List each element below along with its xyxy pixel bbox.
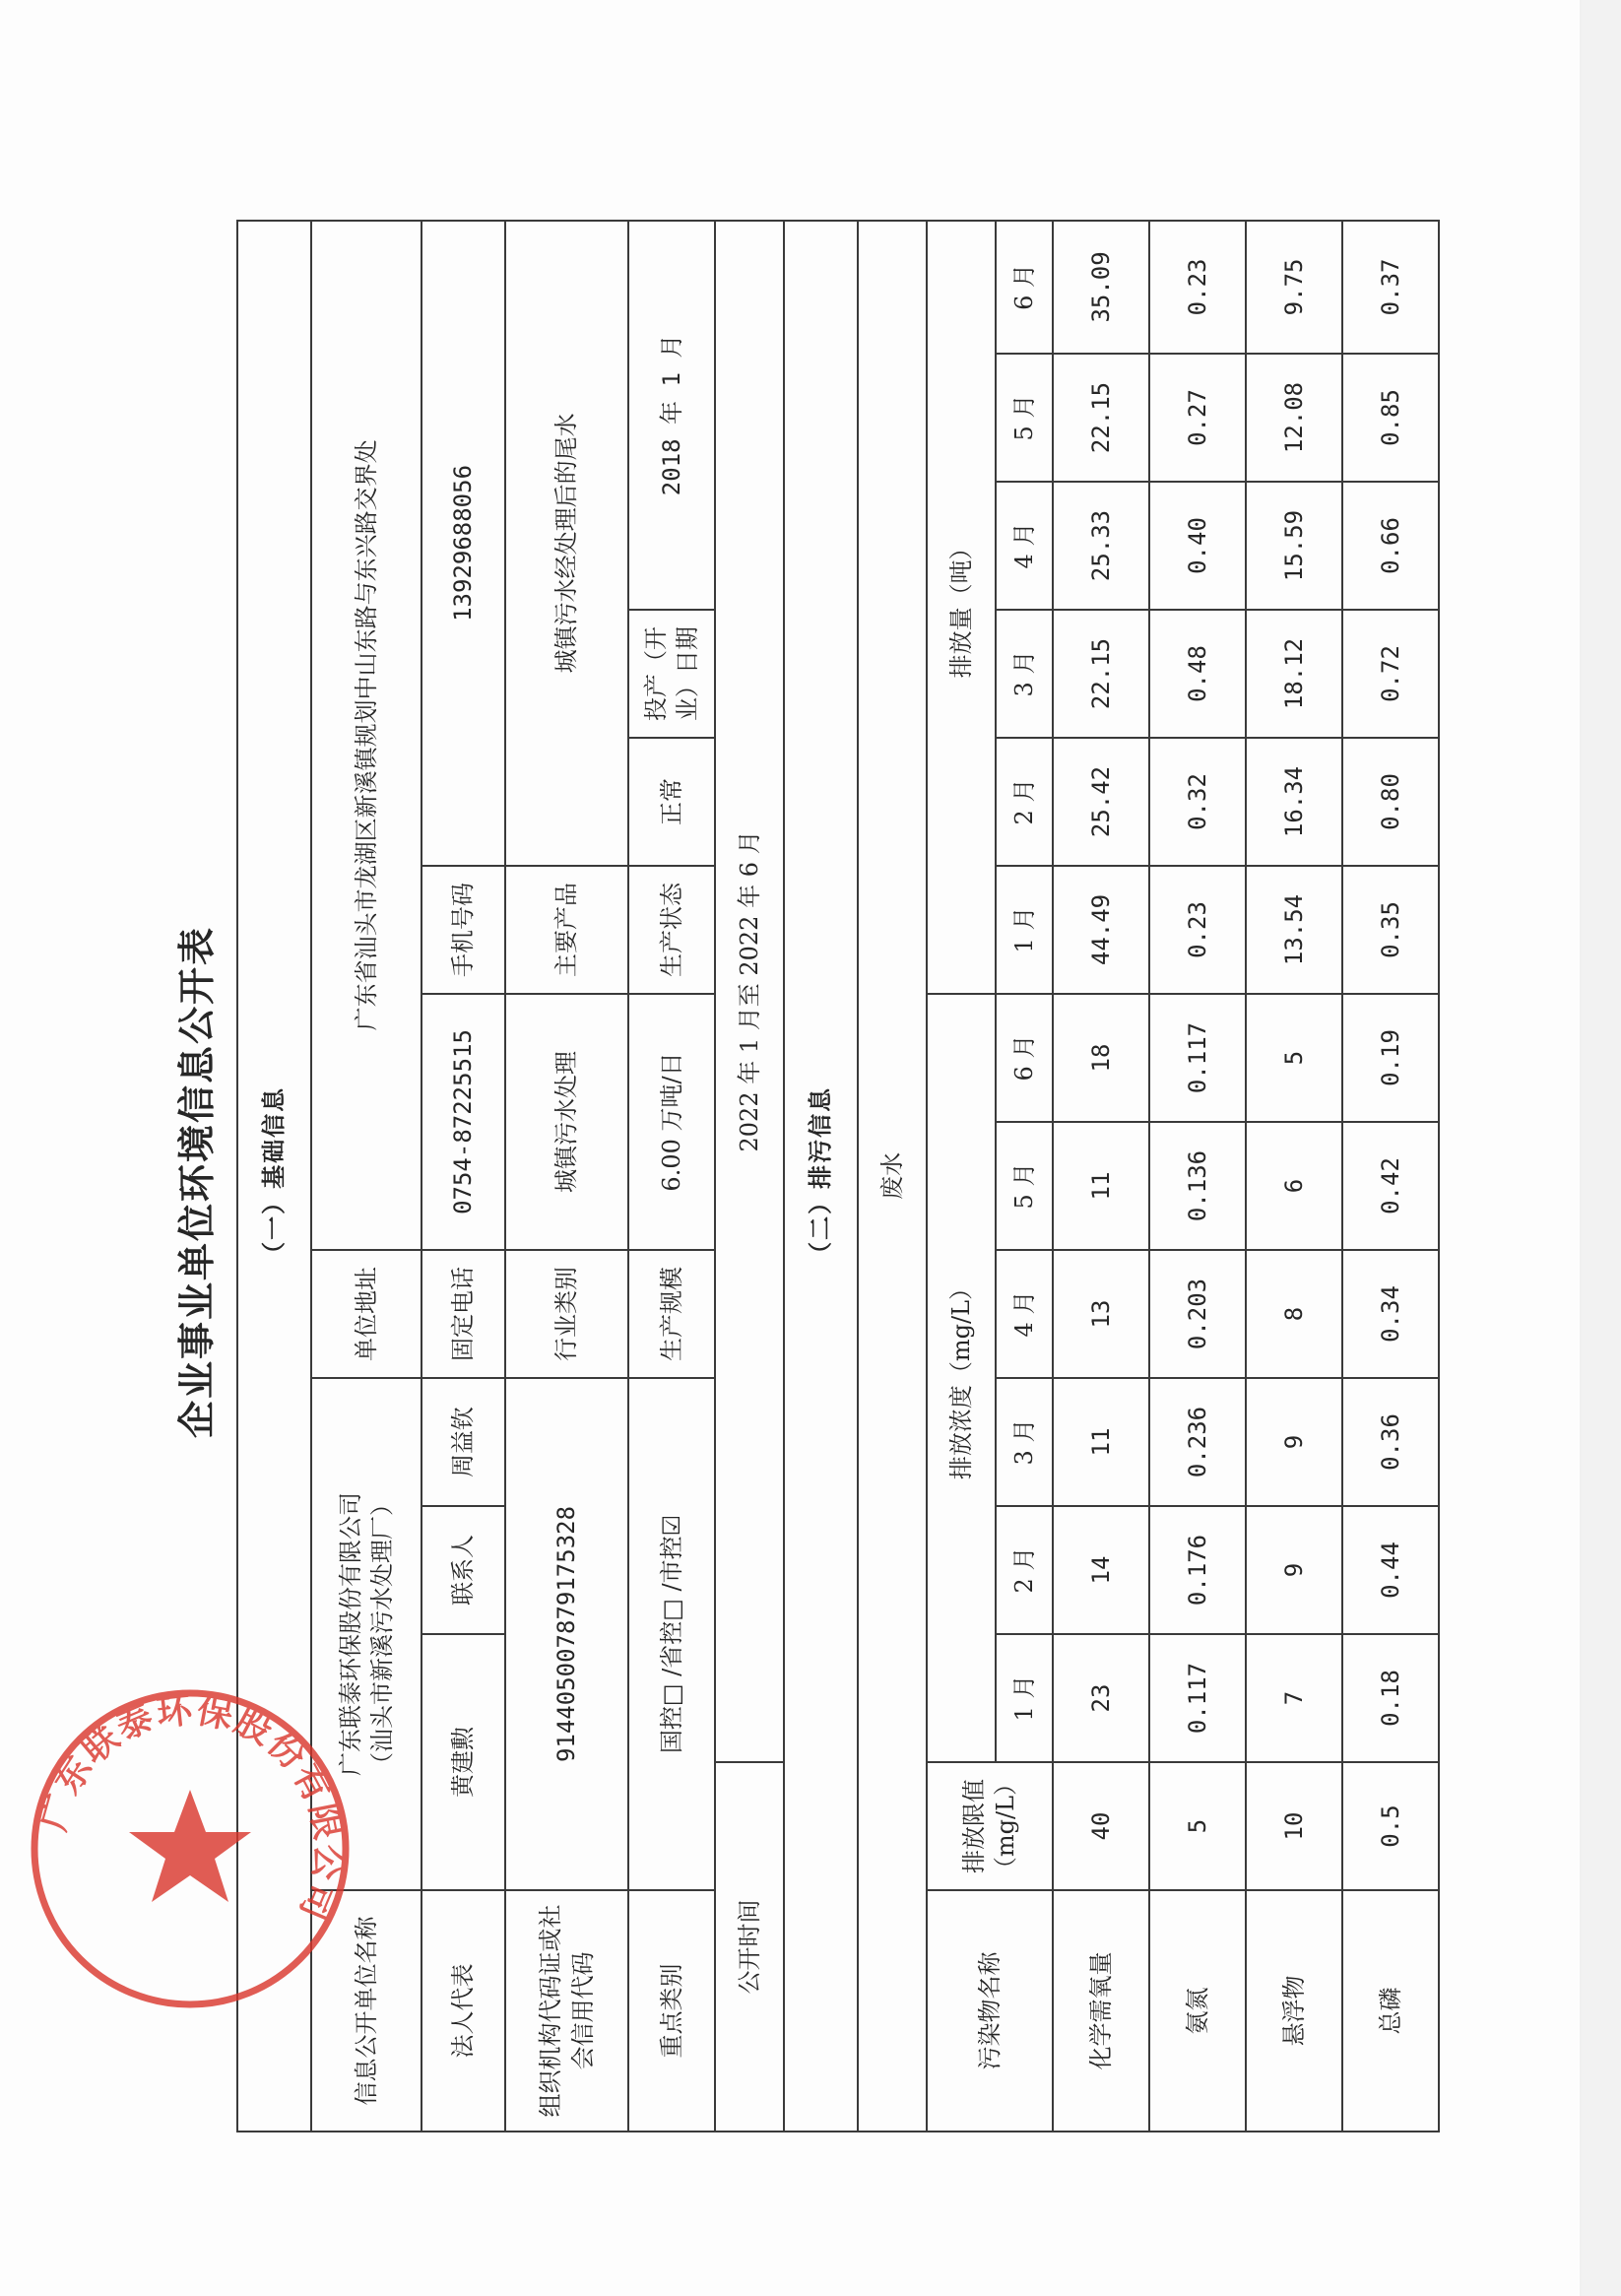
amount-month: 2 月 — [996, 738, 1053, 866]
period-label: 公开时间 — [715, 1762, 784, 2132]
industry-label: 行业类别 — [505, 1250, 628, 1378]
amount-value: 0.40 — [1149, 482, 1246, 610]
contact-value: 周益钦 — [421, 1378, 505, 1506]
amount-value: 0.37 — [1342, 221, 1439, 354]
address-value: 广东省汕头市龙湖区新溪镇规划中山东路与东兴路交界处 — [311, 221, 421, 1250]
conc-value: 5 — [1246, 994, 1342, 1122]
industry-value: 城镇污水处理 — [505, 994, 628, 1250]
amount-value: 0.66 — [1342, 482, 1439, 610]
amount-value: 22.15 — [1053, 610, 1149, 738]
scale-value: 6.00 万吨/日 — [628, 994, 715, 1250]
company-label: 信息公开单位名称 — [311, 1890, 421, 2132]
seal-text: 广东联泰环保股份有限公司 — [32, 1688, 351, 1929]
conc-value: 11 — [1053, 1122, 1149, 1250]
conc-month: 6 月 — [996, 994, 1053, 1122]
pollutant-name: 总磷 — [1342, 1890, 1439, 2132]
conc-value: 0.117 — [1149, 994, 1246, 1122]
status-label: 生产状态 — [628, 866, 715, 994]
amount-value: 15.59 — [1246, 482, 1342, 610]
amount-value: 0.27 — [1149, 354, 1246, 482]
org-code-value: 914405007879175328 — [505, 1378, 628, 1890]
amount-value: 9.75 — [1246, 221, 1342, 354]
amount-header: 排放量（吨） — [927, 221, 996, 994]
contact-label: 联系人 — [421, 1506, 505, 1634]
conc-value: 14 — [1053, 1506, 1149, 1634]
section-row — [784, 221, 858, 2132]
table-row — [505, 221, 628, 2132]
pollutant-row — [1342, 221, 1439, 2132]
limit-value: 5 — [1149, 1762, 1246, 1890]
star-icon — [129, 1790, 251, 1902]
amount-value: 13.54 — [1246, 866, 1342, 994]
mobile-label: 手机号码 — [421, 866, 505, 994]
disclosure-table — [236, 220, 1440, 2132]
document-title: 企业事业单位环境信息公开表 — [175, 926, 219, 1439]
amount-value: 22.15 — [1053, 354, 1149, 482]
amount-value: 0.32 — [1149, 738, 1246, 866]
start-date-value: 2018 年 1 月 — [628, 221, 715, 610]
company-name: 广东联泰环保股份有限公司 — [336, 1492, 364, 1776]
amount-value: 16.34 — [1246, 738, 1342, 866]
amount-value: 25.42 — [1053, 738, 1149, 866]
conc-value: 18 — [1053, 994, 1149, 1122]
conc-month: 2 月 — [996, 1506, 1053, 1634]
amount-month: 1 月 — [996, 866, 1053, 994]
conc-month: 3 月 — [996, 1378, 1053, 1506]
category-value: 废水 — [858, 221, 927, 2132]
scale-label: 生产规模 — [628, 1250, 715, 1378]
amount-value: 0.85 — [1342, 354, 1439, 482]
table-row — [421, 221, 505, 2132]
conc-value: 0.203 — [1149, 1250, 1246, 1378]
pollutant-row — [1246, 221, 1342, 2132]
amount-value: 18.12 — [1246, 610, 1342, 738]
product-value: 城镇污水经处理后的尾水 — [505, 221, 628, 866]
conc-month: 5 月 — [996, 1122, 1053, 1250]
conc-header: 排放浓度（mg/L） — [927, 994, 996, 1762]
conc-month: 4 月 — [996, 1250, 1053, 1378]
amount-value: 0.72 — [1342, 610, 1439, 738]
limit-value: 40 — [1053, 1762, 1149, 1890]
limit-value: 0.5 — [1342, 1762, 1439, 1890]
amount-month: 6 月 — [996, 221, 1053, 354]
mobile-value: 13929688056 — [421, 221, 505, 866]
limit-header: 排放限值（mg/L） — [927, 1762, 1053, 1890]
product-label: 主要产品 — [505, 866, 628, 994]
section-title-discharge: （二）排污信息 — [784, 221, 858, 2132]
conc-value: 0.36 — [1342, 1378, 1439, 1506]
header-row — [927, 221, 996, 2132]
conc-value: 0.34 — [1342, 1250, 1439, 1378]
start-date-label: 投产（开业）日期 — [628, 610, 715, 738]
amount-value: 0.80 — [1342, 738, 1439, 866]
company-seal — [28, 1686, 353, 2011]
amount-value: 0.35 — [1342, 866, 1439, 994]
pollutant-header: 污染物名称 — [927, 1890, 1053, 2132]
pollutant-name: 化学需氧量 — [1053, 1890, 1149, 2132]
pollutant-row — [1149, 221, 1246, 2132]
conc-value: 0.176 — [1149, 1506, 1246, 1634]
key-type-value: 国控□ /省控□ /市控☑ — [628, 1378, 715, 1890]
conc-value: 0.117 — [1149, 1634, 1246, 1762]
table-row — [858, 221, 927, 2132]
conc-value: 6 — [1246, 1122, 1342, 1250]
conc-value: 9 — [1246, 1506, 1342, 1634]
conc-value: 0.18 — [1342, 1634, 1439, 1762]
amount-value: 25.33 — [1053, 482, 1149, 610]
conc-value: 0.44 — [1342, 1506, 1439, 1634]
table-row — [715, 221, 784, 2132]
conc-value: 11 — [1053, 1378, 1149, 1506]
status-value: 正常 — [628, 738, 715, 866]
amount-value: 44.49 — [1053, 866, 1149, 994]
pollutant-name: 氨氮 — [1149, 1890, 1246, 2132]
conc-value: 0.136 — [1149, 1122, 1246, 1250]
amount-month: 5 月 — [996, 354, 1053, 482]
period-value: 2022 年 1 月至 2022 年 6 月 — [715, 221, 784, 1762]
conc-value: 0.19 — [1342, 994, 1439, 1122]
org-code-label: 组织机构代码证或社会信用代码 — [505, 1890, 628, 2132]
conc-value: 13 — [1053, 1250, 1149, 1378]
limit-value: 10 — [1246, 1762, 1342, 1890]
company-subname: （汕头市新溪污水处理厂） — [368, 1492, 396, 1776]
section-title-basic: （一）基础信息 — [237, 221, 311, 2132]
legal-rep-label: 法人代表 — [421, 1890, 505, 2132]
pollutant-name: 悬浮物 — [1246, 1890, 1342, 2132]
landline-label: 固定电话 — [421, 1250, 505, 1378]
address-label: 单位地址 — [311, 1250, 421, 1378]
conc-value: 9 — [1246, 1378, 1342, 1506]
legal-rep-value: 黄建勲 — [421, 1634, 505, 1890]
pollutant-row — [1053, 221, 1149, 2132]
conc-value: 23 — [1053, 1634, 1149, 1762]
conc-value: 8 — [1246, 1250, 1342, 1378]
amount-month: 3 月 — [996, 610, 1053, 738]
amount-value: 0.48 — [1149, 610, 1246, 738]
amount-value: 35.09 — [1053, 221, 1149, 354]
landline-value: 0754-87225515 — [421, 994, 505, 1250]
conc-value: 0.42 — [1342, 1122, 1439, 1250]
key-type-label: 重点类别 — [628, 1890, 715, 2132]
amount-month: 4 月 — [996, 482, 1053, 610]
table-row — [628, 221, 715, 2132]
amount-value: 12.08 — [1246, 354, 1342, 482]
conc-month: 1 月 — [996, 1634, 1053, 1762]
amount-value: 0.23 — [1149, 221, 1246, 354]
conc-value: 7 — [1246, 1634, 1342, 1762]
amount-value: 0.23 — [1149, 866, 1246, 994]
conc-value: 0.236 — [1149, 1378, 1246, 1506]
